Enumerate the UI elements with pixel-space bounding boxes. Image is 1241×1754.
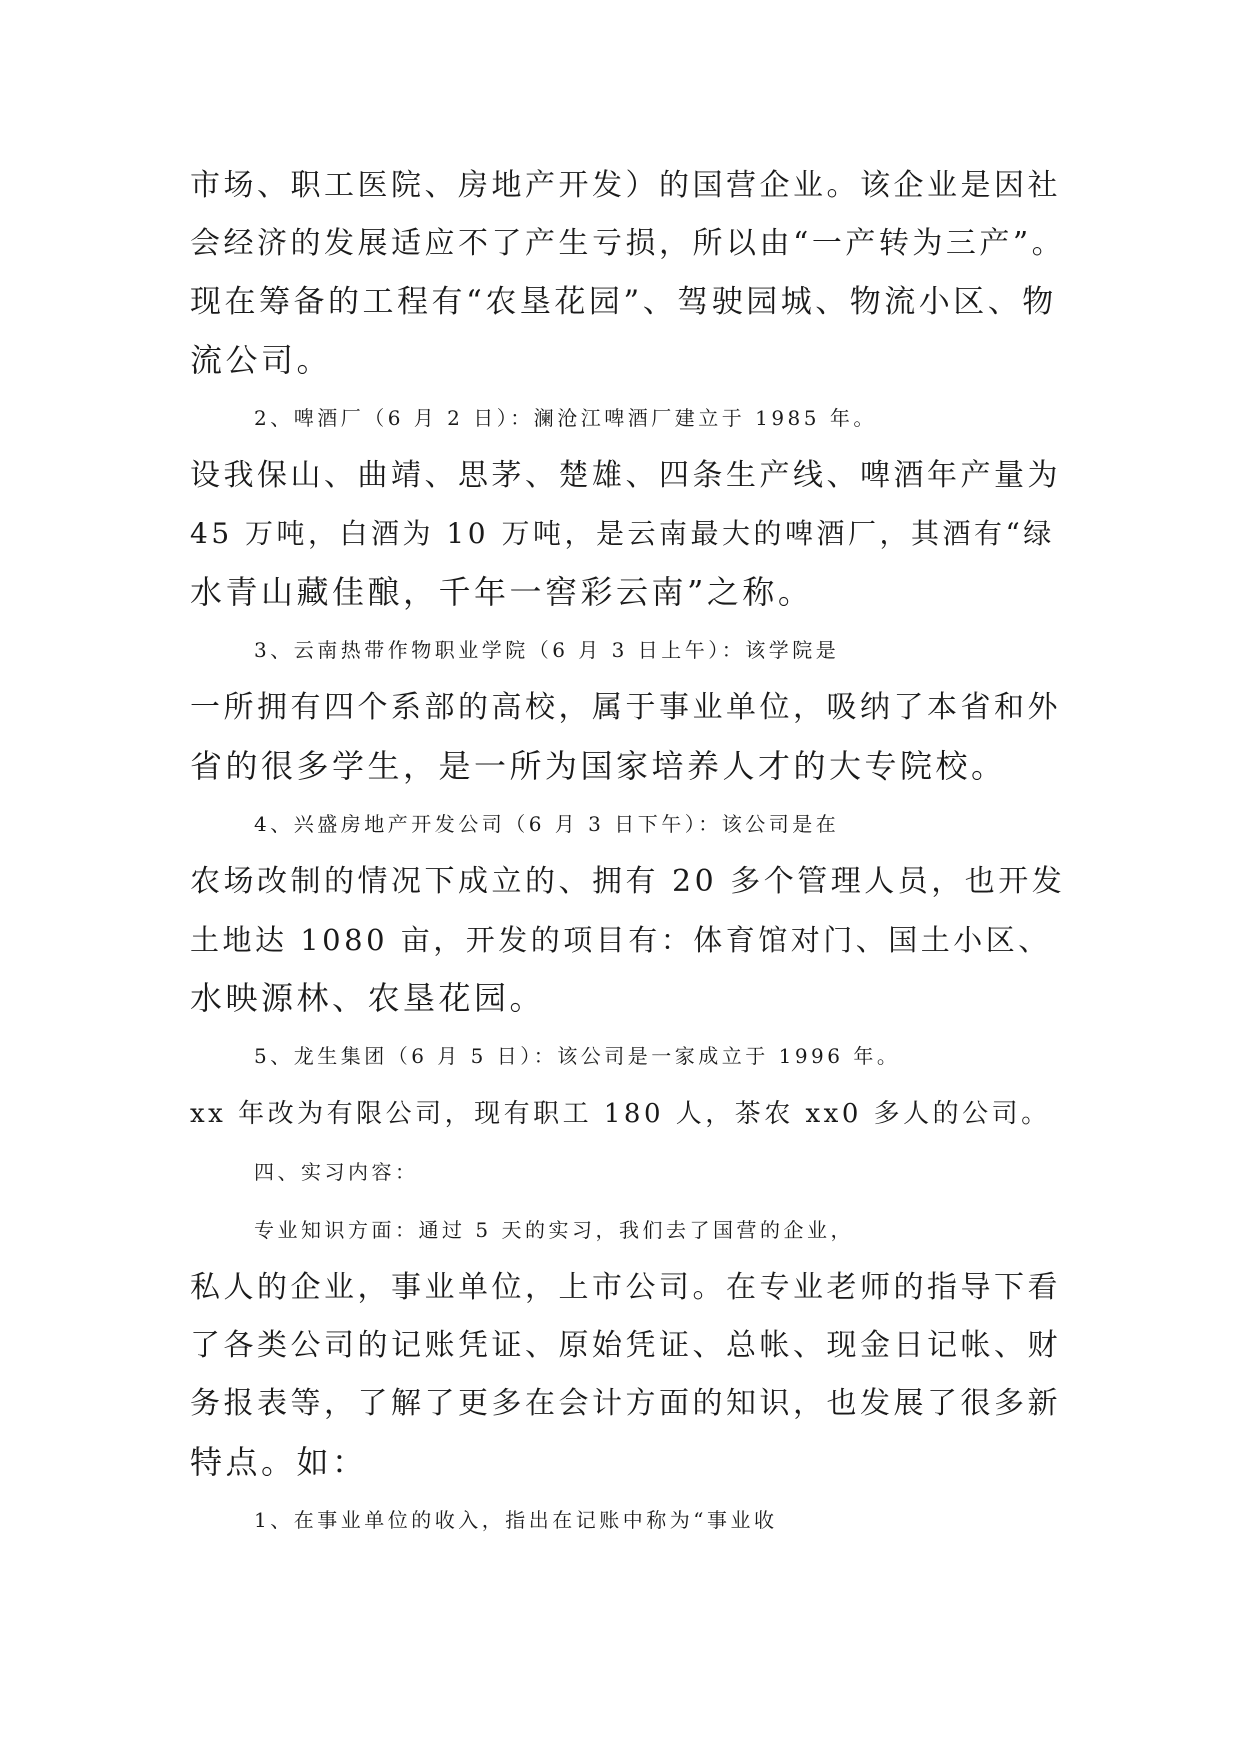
- text-line-24: 1、在事业单位的收入，指出在记账中称为“事业收: [254, 1508, 778, 1532]
- text-line-20: 私人的企业，事业单位，上市公司。在专业老师的指导下看: [190, 1270, 1061, 1305]
- text-line-12: 4、兴盛房地产开发公司（6 月 3 日下午）：该公司是在: [254, 812, 840, 836]
- text-line-2: 会经济的发展适应不了产生亏损，所以由“一产转为三产”。: [190, 226, 1066, 261]
- text-line-17: xx 年改为有限公司，现有职工 180 人，茶农 xx0 多人的公司。: [190, 1099, 1051, 1129]
- text-line-16: 5、龙生集团（6 月 5 日）：该公司是一家成立于 1996 年。: [254, 1044, 901, 1068]
- text-line-7: 45 万吨，白酒为 10 万吨，是云南最大的啤酒厂，其酒有“绿: [190, 517, 1055, 550]
- text-line-8: 水青山藏佳酿，千年一窖彩云南”之称。: [190, 573, 814, 611]
- text-line-22: 务报表等，了解了更多在会计方面的知识，也发展了很多新: [190, 1386, 1061, 1421]
- text-line-13: 农场改制的情况下成立的、拥有 20 多个管理人员，也开发: [190, 864, 1066, 899]
- text-line-11: 省的很多学生，是一所为国家培养人才的大专院校。: [190, 747, 1007, 785]
- text-line-15: 水映源林、农垦花园。: [190, 979, 546, 1017]
- text-line-9: 3、云南热带作物职业学院（6 月 3 日上午）：该学院是: [254, 638, 840, 662]
- text-line-23: 特点。如：: [190, 1443, 368, 1481]
- text-line-6: 设我保山、曲靖、思茅、楚雄、四条生产线、啤酒年产量为: [190, 458, 1061, 493]
- section-heading: 四、实习内容：: [254, 1160, 419, 1184]
- text-line-1: 市场、职工医院、房地产开发）的国营企业。该企业是因社: [190, 168, 1061, 203]
- text-line-5: 2、啤酒厂（6 月 2 日）：澜沧江啤酒厂建立于 1985 年。: [254, 406, 877, 430]
- text-line-3: 现在筹备的工程有“农垦花园”、驾驶园城、物流小区、物: [190, 284, 1057, 320]
- text-line-14: 土地达 1080 亩，开发的项目有：体育馆对门、国土小区、: [190, 923, 1051, 957]
- text-line-10: 一所拥有四个系部的高校，属于事业单位，吸纳了本省和外: [190, 690, 1061, 725]
- text-line-21: 了各类公司的记账凭证、原始凭证、总帐、现金日记帐、财: [190, 1328, 1061, 1363]
- text-line-4: 流公司。: [190, 341, 333, 379]
- text-line-19: 专业知识方面：通过 5 天的实习，我们去了国营的企业，: [254, 1218, 854, 1242]
